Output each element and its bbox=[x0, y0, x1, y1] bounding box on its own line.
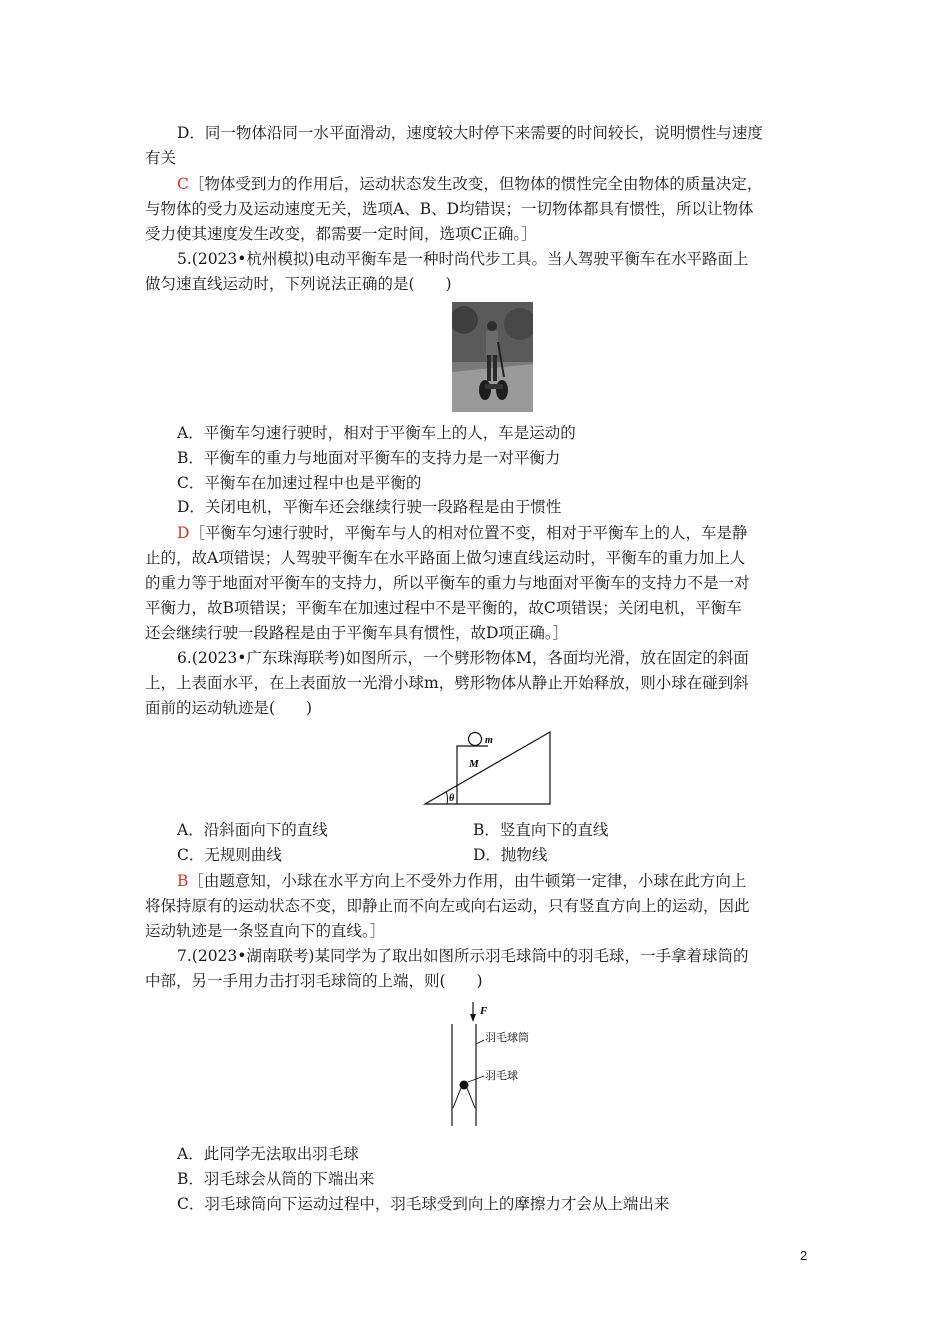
q7-option-c: C．羽毛球筒向下运动过程中，羽毛球受到向上的摩擦力才会从上端出来 bbox=[177, 1195, 670, 1213]
q6-answer-line3: 运动轨迹是一条竖直向下的直线。］ bbox=[145, 922, 386, 940]
label-M: M bbox=[469, 758, 479, 770]
q6-stem-line3: 面前的运动轨迹是( ) bbox=[145, 699, 313, 717]
q6-option-c: C．无规则曲线 bbox=[177, 846, 282, 864]
q4-answer-text1: ［物体受到力的作用后，运动状态发生改变，但物体的惯性完全由物体的质量决定， bbox=[188, 175, 763, 193]
label-theta: θ bbox=[449, 793, 455, 804]
q5-answer-letter: D bbox=[177, 524, 190, 542]
wedge-incline-diagram bbox=[423, 730, 553, 808]
wedge-block bbox=[457, 746, 488, 804]
q7-option-a: A．此同学无法取出羽毛球 bbox=[177, 1145, 359, 1163]
q6-stem-line2: 上，上表面水平，在上表面放一光滑小球m，劈形物体从静止开始释放，则小球在碰到斜 bbox=[145, 674, 749, 692]
tube-walls bbox=[452, 1024, 476, 1126]
label-tube: 羽毛球筒 bbox=[485, 1031, 529, 1044]
q7-stem-line1: 7.(2023•湖南联考)某同学为了取出如图所示羽毛球筒中的羽毛球，一手拿着球筒的 bbox=[177, 947, 749, 965]
q5-stem-line1: 5.(2023•杭州模拟)电动平衡车是一种时尚代步工具。当人驾驶平衡车在水平路面上 bbox=[177, 250, 749, 268]
tube-pointer bbox=[476, 1040, 484, 1044]
q7-option-b: B．羽毛球会从筒的下端出来 bbox=[177, 1170, 375, 1188]
label-m: m bbox=[485, 735, 493, 746]
q6-answer-line2: 将保持原有的运动状态不变，即静止而不向左或向右运动，只有竖直方向上的运动，因此 bbox=[145, 897, 750, 915]
q5-answer-line5: 还会继续行驶一段路程是由于平衡车具有惯性，故D项正确。］ bbox=[145, 624, 569, 642]
q6-option-a: A．沿斜面向下的直线 bbox=[177, 821, 328, 839]
q6-stem-line1: 6.(2023•广东珠海联考)如图所示，一个劈形物体M，各面均光滑，放在固定的斜面 bbox=[177, 649, 749, 667]
q6-option-d: D．抛物线 bbox=[473, 846, 548, 864]
small-ball bbox=[469, 733, 482, 746]
q4-answer-line2: 与物体的受力及运动速度无关，选项A、B、D均错误；一切物体都具有惯性，所以让物体 bbox=[145, 200, 754, 218]
label-F: F bbox=[480, 1005, 488, 1017]
q5-stem-line2: 做匀速直线运动时，下列说法正确的是( ) bbox=[145, 275, 452, 293]
shuttlecock-feathers bbox=[453, 1088, 475, 1108]
q4-answer-letter: C bbox=[177, 175, 189, 193]
q5-option-a: A．平衡车匀速行驶时，相对于平衡车上的人，车是运动的 bbox=[177, 424, 576, 442]
q6-answer-text1: ［由题意知，小球在水平方向上不受外力作用，由牛顿第一定律，小球在此方向上 bbox=[188, 872, 747, 890]
q4-option-d-line1: D．同一物体沿同一水平面滑动，速度较大时停下来需要的时间较长，说明惯性与速度 bbox=[177, 124, 763, 142]
q5-answer-line3: 的重力等于地面对平衡车的支持力，所以平衡车的重力与地面对平衡车的支持力不是一对 bbox=[145, 574, 750, 592]
q5-answer-line4: 平衡力，故B项错误；平衡车在加速过程中不是平衡的，故C项错误；关闭电机，平衡车 bbox=[145, 599, 742, 617]
q6-option-b: B．竖直向下的直线 bbox=[473, 821, 609, 839]
q6-answer-letter: B bbox=[177, 872, 189, 890]
q5-option-c: C．平衡车在加速过程中也是平衡的 bbox=[177, 474, 422, 492]
label-ball: 羽毛球 bbox=[485, 1069, 518, 1082]
q6-answer-line1 bbox=[177, 870, 746, 892]
q4-answer-line3: 受力使其速度发生改变，都需要一定时间，选项C正确。］ bbox=[145, 225, 537, 243]
q5-answer-line2: 止的，故A项错误；人驾驶平衡车在水平路面上做匀速直线运动时，平衡车的重力加上人 bbox=[145, 549, 746, 567]
q7-stem-line2: 中部，另一手用力击打羽毛球筒的上端，则( ) bbox=[145, 972, 483, 990]
q4-answer-line1 bbox=[177, 173, 762, 195]
q5-option-d: D．关闭电机，平衡车还会继续行驶一段路程是由于惯性 bbox=[177, 498, 562, 516]
shuttlecock-tube-diagram bbox=[440, 1000, 550, 1128]
balance-car-photo bbox=[452, 302, 533, 412]
q5-answer-text1: ［平衡车匀速行驶时，平衡车与人的相对位置不变，相对于平衡车上的人，车是静 bbox=[189, 524, 748, 542]
force-arrow bbox=[470, 1002, 476, 1022]
page-number: 2 bbox=[800, 1248, 808, 1263]
q4-option-d-line2: 有关 bbox=[145, 149, 177, 167]
q5-option-b: B．平衡车的重力与地面对平衡车的支持力是一对平衡力 bbox=[177, 449, 561, 467]
q5-answer-line1 bbox=[177, 522, 747, 544]
